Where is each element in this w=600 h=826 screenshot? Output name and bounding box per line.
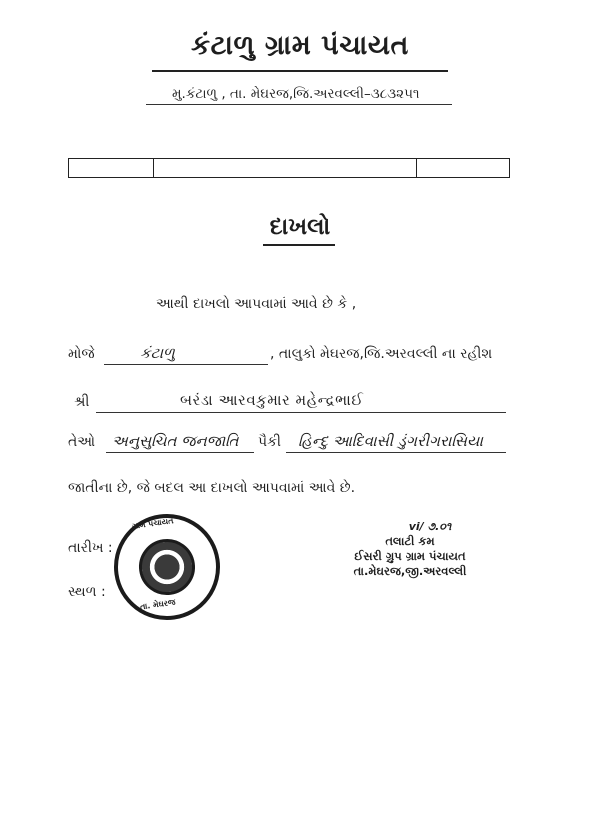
signature-designation: તલાટી કમ <box>385 534 435 548</box>
seal-emblem <box>135 535 198 598</box>
signature-location: તા.મેઘરજ,જી.અરવલ્લી <box>353 564 467 578</box>
they-label: તેઓ <box>68 434 96 450</box>
village-blank-line <box>104 364 268 365</box>
category-blank-line <box>106 452 254 453</box>
panchayat-title: કંટાળુ ગ્રામ પંચાયત <box>191 30 409 61</box>
seal-top-text: ગ્રામ પંચાયત <box>131 516 175 531</box>
signature-block <box>320 520 500 579</box>
reference-cell <box>417 159 509 177</box>
reference-box <box>68 158 510 178</box>
signature-office: ઈસરી ગ્રુપ ગ્રામ પંચાયત <box>354 549 466 563</box>
reference-cell <box>69 159 154 177</box>
certificate-heading: દાખલો <box>269 214 331 240</box>
village-value: કંટાળુ <box>140 344 175 362</box>
category-value: અનુસુચિત જનજાતિ <box>112 432 239 450</box>
intro-text: આથી દાખલો આપવામાં આવે છે કે , <box>156 296 357 312</box>
among-label: પૈકી <box>258 434 281 450</box>
signature-scribble: vi/ ૭.૦૧ <box>408 520 452 533</box>
name-blank-line <box>96 412 506 413</box>
residence-text: , તાલુકો મેઘરજ,જિ.અરવલ્લી ના રહીશ <box>270 346 493 362</box>
date-label: તારીખ : <box>68 540 113 556</box>
panchayat-address: મુ.કંટાળુ , તા. મેઘરજ,જિ.અરવલ્લી–૩૮૩૨૫૧ <box>172 86 420 102</box>
village-label: મોજે <box>68 346 95 362</box>
closing-text: જાતીના છે, જે બદલ આ દાખલો આપવામાં આવે છે. <box>68 480 356 496</box>
caste-blank-line <box>286 452 506 453</box>
seal-bottom-text: તા. મેઘરજ <box>139 597 177 612</box>
address-underline <box>146 104 452 105</box>
name-value: બરંડા આરવકુમાર મહેન્દ્રભાઈ <box>180 391 364 409</box>
title-underline <box>152 70 448 72</box>
heading-underline <box>263 244 335 246</box>
caste-value: હિન્દુ આદિવાસી ડુંગરીગરાસિયા <box>298 432 483 450</box>
place-label: સ્થળ : <box>68 584 106 600</box>
shri-label: શ્રી <box>74 394 90 410</box>
reference-cell <box>154 159 417 177</box>
